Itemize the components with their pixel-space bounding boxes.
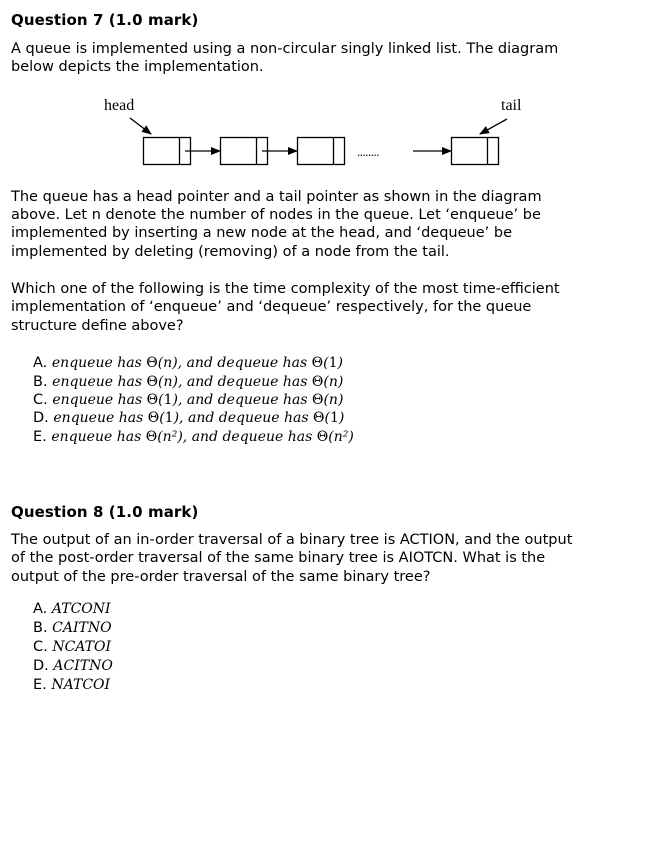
option-text: enqueue has bbox=[52, 392, 143, 408]
q7-title: Question 7 (1.0 mark) bbox=[11, 11, 199, 29]
enqueue-complexity: 1 bbox=[163, 392, 173, 408]
option-text: enqueue has bbox=[51, 355, 142, 371]
option-text: enqueue has bbox=[51, 429, 142, 445]
option-letter: E. bbox=[33, 429, 47, 445]
q8-title: Question 8 (1.0 mark) bbox=[11, 503, 199, 521]
theta-symbol: Θ bbox=[146, 392, 159, 408]
q8-option-c[interactable] bbox=[33, 639, 111, 655]
q7-option-e[interactable]: E. enqueue has Θ(n²), and dequeue has Θ(n²) bbox=[33, 429, 354, 445]
q8-option-e[interactable] bbox=[33, 677, 110, 693]
q7-intro-line: A queue is implemented using a non-circular singly linked list. The diagram bbox=[11, 41, 559, 57]
q7-intro-line: below depicts the implementation. bbox=[11, 59, 264, 75]
option-text: enqueue has bbox=[52, 374, 143, 390]
q8-body-line: of the post-order traversal of the same binary tree is AIOTCN. What is the bbox=[11, 550, 546, 566]
enqueue-complexity: 1 bbox=[164, 410, 174, 426]
option-text: and dequeue has bbox=[191, 429, 313, 445]
option-value: ATCONI bbox=[51, 601, 111, 617]
tail-pointer-arrow bbox=[480, 119, 507, 134]
theta-symbol: Θ bbox=[146, 374, 158, 390]
option-value: NCATOI bbox=[52, 639, 111, 655]
enqueue-complexity: n bbox=[163, 355, 173, 371]
q7-option-a[interactable]: A. enqueue has Θ(n), and dequeue has Θ(1) bbox=[33, 355, 343, 371]
option-letter: E. bbox=[33, 677, 47, 693]
option-text: and dequeue has bbox=[186, 392, 308, 408]
head-label: head bbox=[104, 97, 135, 114]
option-letter: D. bbox=[33, 410, 49, 426]
dequeue-complexity: 1 bbox=[328, 355, 338, 371]
list-node bbox=[144, 138, 191, 165]
option-value: CAITNO bbox=[52, 620, 112, 636]
option-text: and dequeue has bbox=[187, 410, 309, 426]
head-pointer-arrow bbox=[130, 118, 151, 134]
option-value: ACITNO bbox=[53, 658, 113, 674]
option-letter: A. bbox=[33, 601, 48, 617]
option-letter: B. bbox=[33, 620, 48, 636]
q7-desc-line: The queue has a head pointer and a tail pointer as shown in the diagram bbox=[11, 189, 542, 205]
option-letter: A. bbox=[33, 355, 48, 371]
theta-symbol: Θ bbox=[313, 410, 325, 426]
option-text: and dequeue has bbox=[186, 355, 308, 371]
q8-option-a[interactable] bbox=[33, 601, 111, 617]
option-letter: C. bbox=[33, 639, 48, 655]
dequeue-complexity: n bbox=[328, 374, 338, 390]
q8-option-b[interactable] bbox=[33, 620, 112, 636]
q8-option-d[interactable] bbox=[33, 658, 113, 674]
option-letter: B. bbox=[33, 374, 48, 390]
q8-body-line: output of the pre-order traversal of the same binary tree? bbox=[11, 569, 431, 585]
q7-question-line: implementation of ‘enqueue’ and ‘dequeue’ respectively, for the queue bbox=[11, 299, 532, 315]
q7-desc-line: above. Let n denote the number of nodes in the queue. Let ‘enqueue’ be bbox=[11, 207, 541, 223]
theta-symbol: Θ bbox=[316, 429, 329, 445]
q7-desc-line: implemented by deleting (removing) of a node from the tail. bbox=[11, 244, 450, 260]
option-letter: C. bbox=[33, 392, 48, 408]
enqueue-complexity: n bbox=[163, 374, 173, 390]
enqueue-complexity: n² bbox=[162, 429, 178, 445]
q7-desc-line: implemented by inserting a new node at the head, and ‘dequeue’ be bbox=[11, 225, 512, 241]
option-text: and dequeue has bbox=[186, 374, 308, 390]
option-letter: D. bbox=[33, 658, 49, 674]
theta-symbol: Θ bbox=[147, 410, 160, 426]
list-node bbox=[221, 138, 268, 165]
option-text: enqueue has bbox=[53, 410, 144, 426]
list-node bbox=[452, 138, 499, 165]
q7-option-c[interactable]: C. enqueue has Θ(1), and dequeue has Θ(n) bbox=[33, 392, 344, 408]
theta-symbol: Θ bbox=[311, 355, 324, 371]
dequeue-complexity: 1 bbox=[329, 410, 339, 426]
theta-symbol: Θ bbox=[145, 429, 158, 445]
theta-symbol: Θ bbox=[311, 374, 324, 390]
q8-body-line: The output of an in-order traversal of a binary tree is ACTION, and the output bbox=[11, 532, 573, 548]
theta-symbol: Θ bbox=[311, 392, 324, 408]
dequeue-complexity: n² bbox=[333, 429, 349, 445]
q7-option-b[interactable]: B. enqueue has Θ(n), and dequeue has Θ(n) bbox=[33, 374, 344, 390]
theta-symbol: Θ bbox=[146, 355, 158, 371]
q7-question-line: structure define above? bbox=[11, 318, 184, 334]
dequeue-complexity: n bbox=[328, 392, 338, 408]
tail-label: tail bbox=[501, 97, 522, 114]
list-ellipsis: ........ bbox=[357, 144, 379, 159]
option-value: NATCOI bbox=[51, 677, 111, 693]
q7-question-line: Which one of the following is the time complexity of the most time-efficient bbox=[11, 281, 560, 297]
q7-option-d[interactable]: D. enqueue has Θ(1), and dequeue has Θ(1) bbox=[33, 410, 345, 426]
list-node bbox=[298, 138, 345, 165]
